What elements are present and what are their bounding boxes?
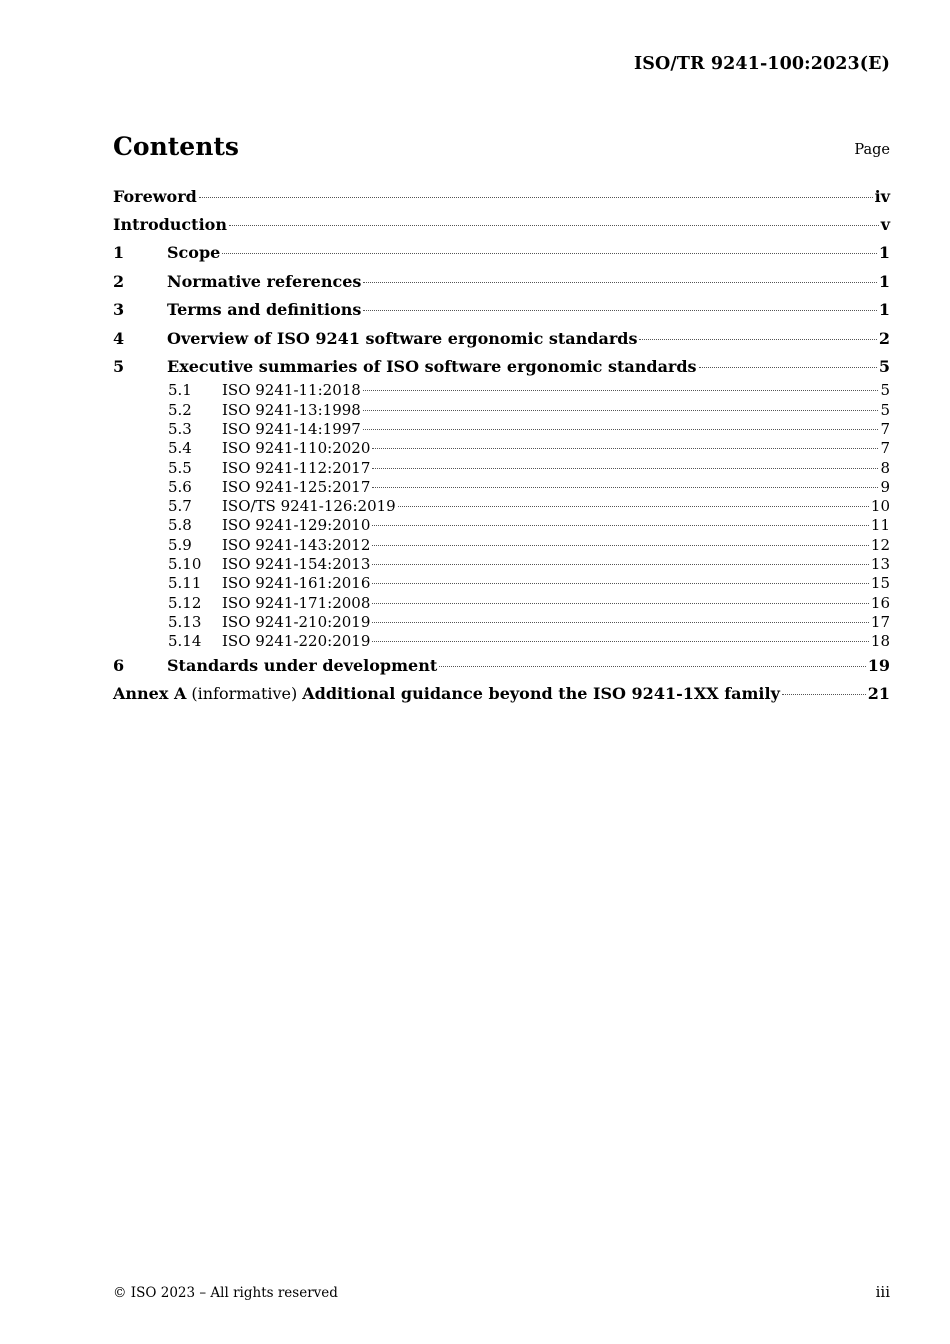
toc-entry-subclause[interactable]	[113, 594, 890, 613]
dot-leader	[699, 367, 877, 368]
toc-entry-page: 10	[870, 497, 890, 516]
dot-leader	[372, 641, 869, 642]
toc-entry-page: 19	[867, 655, 890, 675]
toc-entry-number: 5.8	[168, 516, 192, 535]
toc-entry-subclause[interactable]	[113, 632, 890, 651]
dot-leader	[229, 225, 879, 226]
toc-entry-title: Scope	[167, 243, 221, 263]
toc-entry-title: ISO 9241-13:1998	[222, 400, 361, 419]
toc-entry-page: 15	[870, 574, 890, 593]
dot-leader	[372, 622, 869, 623]
annex-title: Additional guidance beyond the ISO 9241-1XX family	[302, 683, 780, 703]
toc-entry-number: 5.12	[168, 593, 202, 612]
copyright-notice: © ISO 2023 – All rights reserved	[113, 1285, 338, 1301]
toc-entry-introduction[interactable]	[113, 211, 890, 239]
toc-entry-title: ISO 9241-110:2020	[222, 439, 371, 458]
dot-leader	[439, 666, 865, 667]
toc-entry-title: ISO 9241-161:2016	[222, 574, 371, 593]
toc-entry-number: 6	[113, 655, 125, 675]
toc-entry-subclause[interactable]	[113, 555, 890, 574]
toc-entry-title: ISO 9241-14:1997	[222, 419, 361, 438]
toc-entry-page: 2	[878, 328, 890, 348]
dot-leader	[372, 448, 878, 449]
toc-entry-title: ISO 9241-143:2012	[222, 535, 371, 554]
toc-entry-page: 7	[880, 419, 890, 438]
toc-entry-page: 16	[870, 593, 890, 612]
toc-entry-page: 18	[870, 632, 890, 651]
dot-leader	[199, 197, 873, 198]
toc-entry-number: 3	[113, 300, 125, 320]
dot-leader	[782, 694, 866, 695]
toc-entry-number: 5.2	[168, 400, 192, 419]
dot-leader	[363, 390, 879, 391]
toc-entry-title: ISO 9241-210:2019	[222, 612, 371, 631]
toc-entry-subclause[interactable]	[113, 536, 890, 555]
dot-leader	[372, 468, 878, 469]
toc-entry-clause-1[interactable]	[113, 239, 890, 267]
toc-entry-page: v	[880, 215, 890, 234]
toc-entry-subclause[interactable]	[113, 516, 890, 535]
toc-entry-page: 1	[878, 243, 890, 263]
toc-entry-number: 5.6	[168, 477, 192, 496]
toc-entry-clause-4[interactable]	[113, 325, 890, 353]
toc-entry-title: ISO 9241-125:2017	[222, 477, 371, 496]
toc-entry-number: 5.11	[168, 574, 202, 593]
toc-entry-page: 8	[880, 458, 890, 477]
toc-entry-number: 5.4	[168, 439, 192, 458]
toc-entry-clause-2[interactable]	[113, 268, 890, 296]
dot-leader	[372, 603, 869, 604]
toc-entry-subclause[interactable]	[113, 381, 890, 400]
toc-entry-title: Standards under development	[167, 655, 438, 675]
toc-entry-subclause[interactable]	[113, 497, 890, 516]
toc-entry-page: 13	[870, 555, 890, 574]
toc-entry-subclause[interactable]	[113, 439, 890, 458]
toc-entry-clause-3[interactable]	[113, 296, 890, 324]
toc-entry-number: 1	[113, 243, 125, 263]
toc-entry-clause-6[interactable]	[113, 652, 890, 680]
toc-entry-subclause[interactable]	[113, 478, 890, 497]
dot-leader	[372, 545, 869, 546]
dot-leader	[363, 310, 876, 311]
toc-entry-title: ISO 9241-154:2013	[222, 555, 371, 574]
contents-title: Contents	[113, 132, 240, 161]
toc-entry-page: 9	[880, 477, 890, 496]
toc-entry-title: ISO/TS 9241-126:2019	[222, 497, 396, 516]
dot-leader	[372, 564, 869, 565]
toc-entry-number: 5.9	[168, 535, 192, 554]
toc-entry-number: 5.13	[168, 612, 202, 631]
toc-entry-title: Terms and definitions	[167, 300, 362, 320]
toc-entry-title: Overview of ISO 9241 software ergonomic standards	[167, 328, 638, 348]
toc-entry-number: 5.10	[168, 555, 202, 574]
dot-leader	[363, 282, 876, 283]
toc-entry-page: 21	[867, 683, 890, 703]
toc-entry-page: 5	[878, 356, 890, 376]
toc-entry-subclause[interactable]	[113, 401, 890, 420]
toc-entry-subclause[interactable]	[113, 613, 890, 632]
dot-leader	[398, 506, 869, 507]
dot-leader	[639, 339, 876, 340]
document-id: ISO/TR 9241-100:2023(E)	[634, 54, 890, 74]
annex-label: Annex A	[113, 683, 187, 703]
toc-entry-page: 17	[870, 612, 890, 631]
toc-entry-page: 7	[880, 439, 890, 458]
toc-entry-page: 1	[878, 271, 890, 291]
toc-entry-subclause[interactable]	[113, 420, 890, 439]
toc-entry-number: 5.1	[168, 381, 192, 400]
toc-entry-subclause[interactable]	[113, 574, 890, 593]
toc-entry-annex-a[interactable]	[113, 680, 890, 708]
toc-entry-page: 5	[880, 381, 890, 400]
toc-entry-page: 11	[870, 516, 890, 535]
dot-leader	[372, 583, 869, 584]
toc-entry-clause-5[interactable]	[113, 353, 890, 381]
dot-leader	[363, 410, 879, 411]
toc-entry-title: Foreword	[113, 187, 197, 206]
toc-entry-title: ISO 9241-11:2018	[222, 381, 361, 400]
annex-type: (informative)	[191, 683, 298, 703]
toc-entry-title: ISO 9241-112:2017	[222, 458, 371, 477]
toc-entry-number: 4	[113, 328, 125, 348]
toc-entry-number: 5.5	[168, 458, 192, 477]
toc-entry-number: 5.7	[168, 497, 192, 516]
toc-entry-number: 2	[113, 271, 125, 291]
toc-entry-subclause[interactable]	[113, 459, 890, 478]
toc-entry-page: 5	[880, 400, 890, 419]
page-column-label: Page	[854, 142, 890, 158]
toc-entry-title: ISO 9241-171:2008	[222, 593, 371, 612]
toc-entry-title: ISO 9241-220:2019	[222, 632, 371, 651]
toc-entry-title: Normative references	[167, 271, 362, 291]
dot-leader	[363, 429, 879, 430]
toc-entry-page: iv	[874, 187, 890, 206]
toc-entry-page: 1	[878, 300, 890, 320]
toc-entry-number: 5.14	[168, 632, 202, 651]
toc-entry-page: 12	[870, 535, 890, 554]
toc-entry-foreword[interactable]	[113, 183, 890, 211]
toc-entry-number: 5	[113, 356, 125, 376]
toc-entry-title: Executive summaries of ISO software ergonomic standards	[167, 356, 697, 376]
dot-leader	[222, 253, 877, 254]
table-of-contents	[113, 183, 890, 708]
dot-leader	[372, 525, 869, 526]
page-number: iii	[875, 1283, 890, 1301]
dot-leader	[372, 487, 878, 488]
toc-entry-title: ISO 9241-129:2010	[222, 516, 371, 535]
toc-entry-title: Introduction	[113, 215, 227, 234]
toc-entry-number: 5.3	[168, 419, 192, 438]
